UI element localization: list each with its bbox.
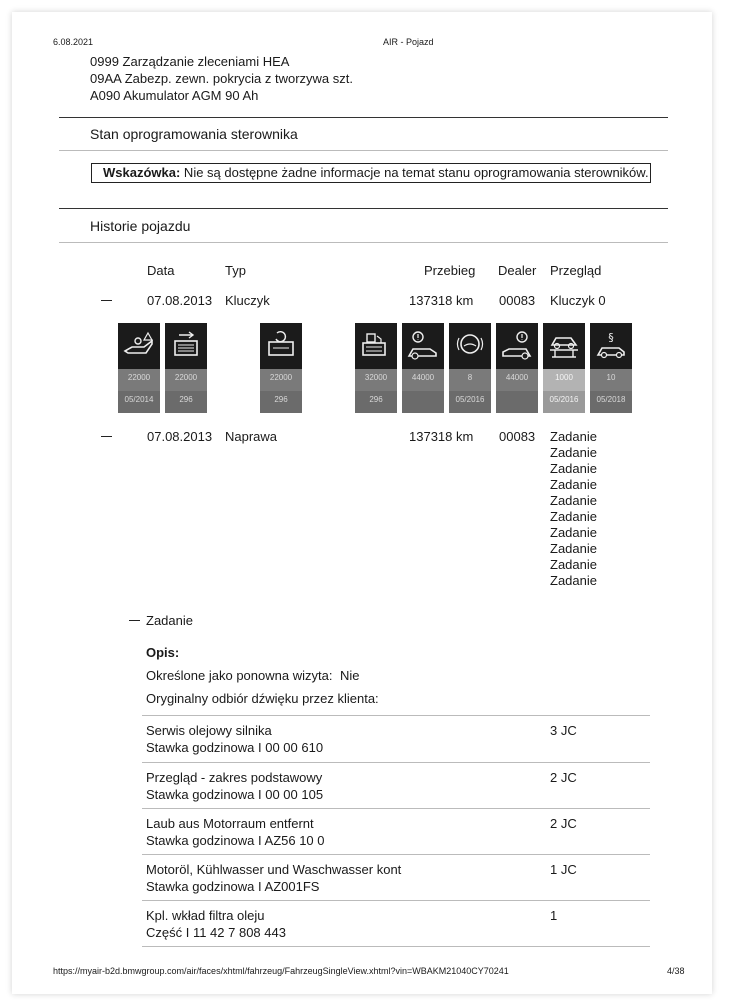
task-item-qty: 2 JC: [550, 816, 577, 831]
service-tile: [355, 323, 397, 413]
column-type: Typ: [225, 263, 246, 278]
entry-mileage: 137318 km: [409, 293, 474, 308]
task-link[interactable]: Zadanie: [550, 493, 597, 508]
intro-line: A090 Akumulator AGM 90 Ah: [90, 88, 259, 103]
legal-inspection-icon: [594, 329, 628, 363]
tile-value: 8: [467, 373, 473, 382]
print-title: AIR - Pojazd: [383, 37, 434, 47]
tile-date: 296: [179, 395, 193, 404]
tile-date: 05/2018: [596, 395, 626, 404]
service-tile: [165, 323, 207, 413]
service-tile: [590, 323, 632, 413]
task-link[interactable]: Zadanie: [550, 525, 597, 540]
revisit-label: Określone jako ponowna wizyta:: [146, 668, 333, 683]
task-item-qty: 3 JC: [550, 723, 577, 738]
entry-mileage: 137318 km: [409, 429, 474, 444]
task-item-code: Stawka godzinowa I AZ001FS: [146, 879, 320, 894]
task-item-qty: 1: [550, 908, 558, 923]
note-text: Nie są dostępne żadne informacje na temat stanu oprogramowania sterowników.: [180, 165, 649, 180]
vehicle-inspection-icon: [547, 329, 581, 363]
tile-value: 22000: [127, 373, 151, 382]
task-item-code: Stawka godzinowa I 00 00 105: [146, 787, 324, 802]
service-tile: [496, 323, 538, 413]
tile-date: 296: [369, 395, 383, 404]
tile-value: 1000: [555, 373, 573, 382]
entry-date: 07.08.2013: [147, 293, 213, 308]
service-tile: [543, 323, 585, 413]
task-item-code: Stawka godzinowa I AZ56 10 0: [146, 833, 325, 848]
intro-line: 09AA Zabezp. zewn. pokrycia z tworzywa szt.: [90, 71, 353, 86]
tile-value: 44000: [411, 373, 435, 382]
task-item-qty: 1 JC: [550, 862, 577, 877]
rear-brakes-icon: [500, 329, 534, 363]
section-divider: [59, 208, 668, 209]
fuel-filter-icon: [169, 329, 203, 363]
row-divider: [142, 715, 650, 716]
software-section-title: Stan oprogramowania sterownika: [90, 126, 298, 142]
service-tile: [449, 323, 491, 413]
column-dealer: Dealer: [498, 263, 537, 278]
engine-oil-icon: [122, 329, 156, 363]
task-item-name: Serwis olejowy silnika: [146, 723, 272, 738]
section-divider: [59, 117, 668, 118]
entry-dealer: 00083: [499, 429, 536, 444]
section-divider: [59, 242, 668, 243]
tile-value: 44000: [505, 373, 529, 382]
fuel-level-icon: [359, 329, 393, 363]
entry-type: Naprawa: [225, 429, 278, 444]
tile-value: 10: [606, 373, 616, 382]
collapse-icon[interactable]: [101, 436, 112, 437]
complaint-label: Oryginalny odbiór dźwięku przez klienta:: [146, 691, 379, 706]
task-item-name: Laub aus Motorraum entfernt: [146, 816, 314, 831]
section-divider: [59, 150, 668, 151]
row-divider: [142, 900, 650, 901]
task-link[interactable]: Zadanie: [550, 477, 597, 492]
task-item-code: Stawka godzinowa I 00 00 610: [146, 740, 324, 755]
entry-type: Kluczyk: [225, 293, 270, 308]
tile-date: 05/2014: [124, 395, 154, 404]
task-item-code: Część I 11 42 7 808 443: [146, 925, 286, 940]
task-link[interactable]: Zadanie: [550, 557, 597, 572]
entry-date: 07.08.2013: [147, 429, 213, 444]
row-divider: [142, 808, 650, 809]
task-detail-title: Zadanie: [146, 613, 193, 628]
front-brakes-icon: [406, 329, 440, 363]
particle-filter-icon: [264, 329, 298, 363]
task-link[interactable]: Zadanie: [550, 541, 597, 556]
task-link[interactable]: Zadanie: [550, 573, 597, 588]
service-tile: [260, 323, 302, 413]
task-item-qty: 2 JC: [550, 770, 577, 785]
collapse-icon[interactable]: [101, 300, 112, 301]
row-divider: [142, 854, 650, 855]
task-link[interactable]: Zadanie: [550, 461, 597, 476]
task-item-name: Kpl. wkład filtra oleju: [146, 908, 265, 923]
page-url: https://myair-b2d.bmwgroup.com/air/faces/xhtml/fahrzeug/FahrzeugSingleView.xhtml?vin=WBAKM21040CY70241: [53, 966, 509, 976]
column-service: Przegląd: [550, 263, 602, 278]
task-link[interactable]: Zadanie: [550, 429, 597, 444]
page-number: 4/38: [667, 966, 685, 976]
task-item-name: Motoröl, Kühlwasser und Waschwasser kont: [146, 862, 402, 877]
brake-fluid-icon: [453, 329, 487, 363]
entry-service: Kluczyk 0: [550, 293, 606, 308]
service-tile: [402, 323, 444, 413]
intro-line: 0999 Zarządzanie zleceniami HEA: [90, 54, 290, 69]
revisit-value: Nie: [340, 668, 360, 683]
software-note: [91, 163, 651, 183]
history-section-title: Historie pojazdu: [90, 218, 191, 234]
tile-date: 05/2016: [455, 395, 485, 404]
document-page: [12, 12, 712, 994]
row-divider: [142, 762, 650, 763]
tile-value: 22000: [269, 373, 293, 382]
tile-date: 296: [274, 395, 288, 404]
task-link[interactable]: Zadanie: [550, 509, 597, 524]
service-tile: [118, 323, 160, 413]
tile-value: 32000: [364, 373, 388, 382]
print-date: 6.08.2021: [53, 37, 94, 47]
description-label: Opis:: [146, 645, 180, 660]
tile-value: 22000: [174, 373, 198, 382]
collapse-icon[interactable]: [129, 620, 140, 621]
svg-text:§: §: [608, 331, 614, 344]
column-mileage: Przebieg: [424, 263, 476, 278]
row-divider: [142, 946, 650, 947]
task-item-name: Przegląd - zakres podstawowy: [146, 770, 323, 785]
tile-date: 05/2016: [549, 395, 579, 404]
task-link[interactable]: Zadanie: [550, 445, 597, 460]
entry-dealer: 00083: [499, 293, 536, 308]
column-date: Data: [147, 263, 175, 278]
note-label: Wskazówka:: [103, 165, 181, 180]
